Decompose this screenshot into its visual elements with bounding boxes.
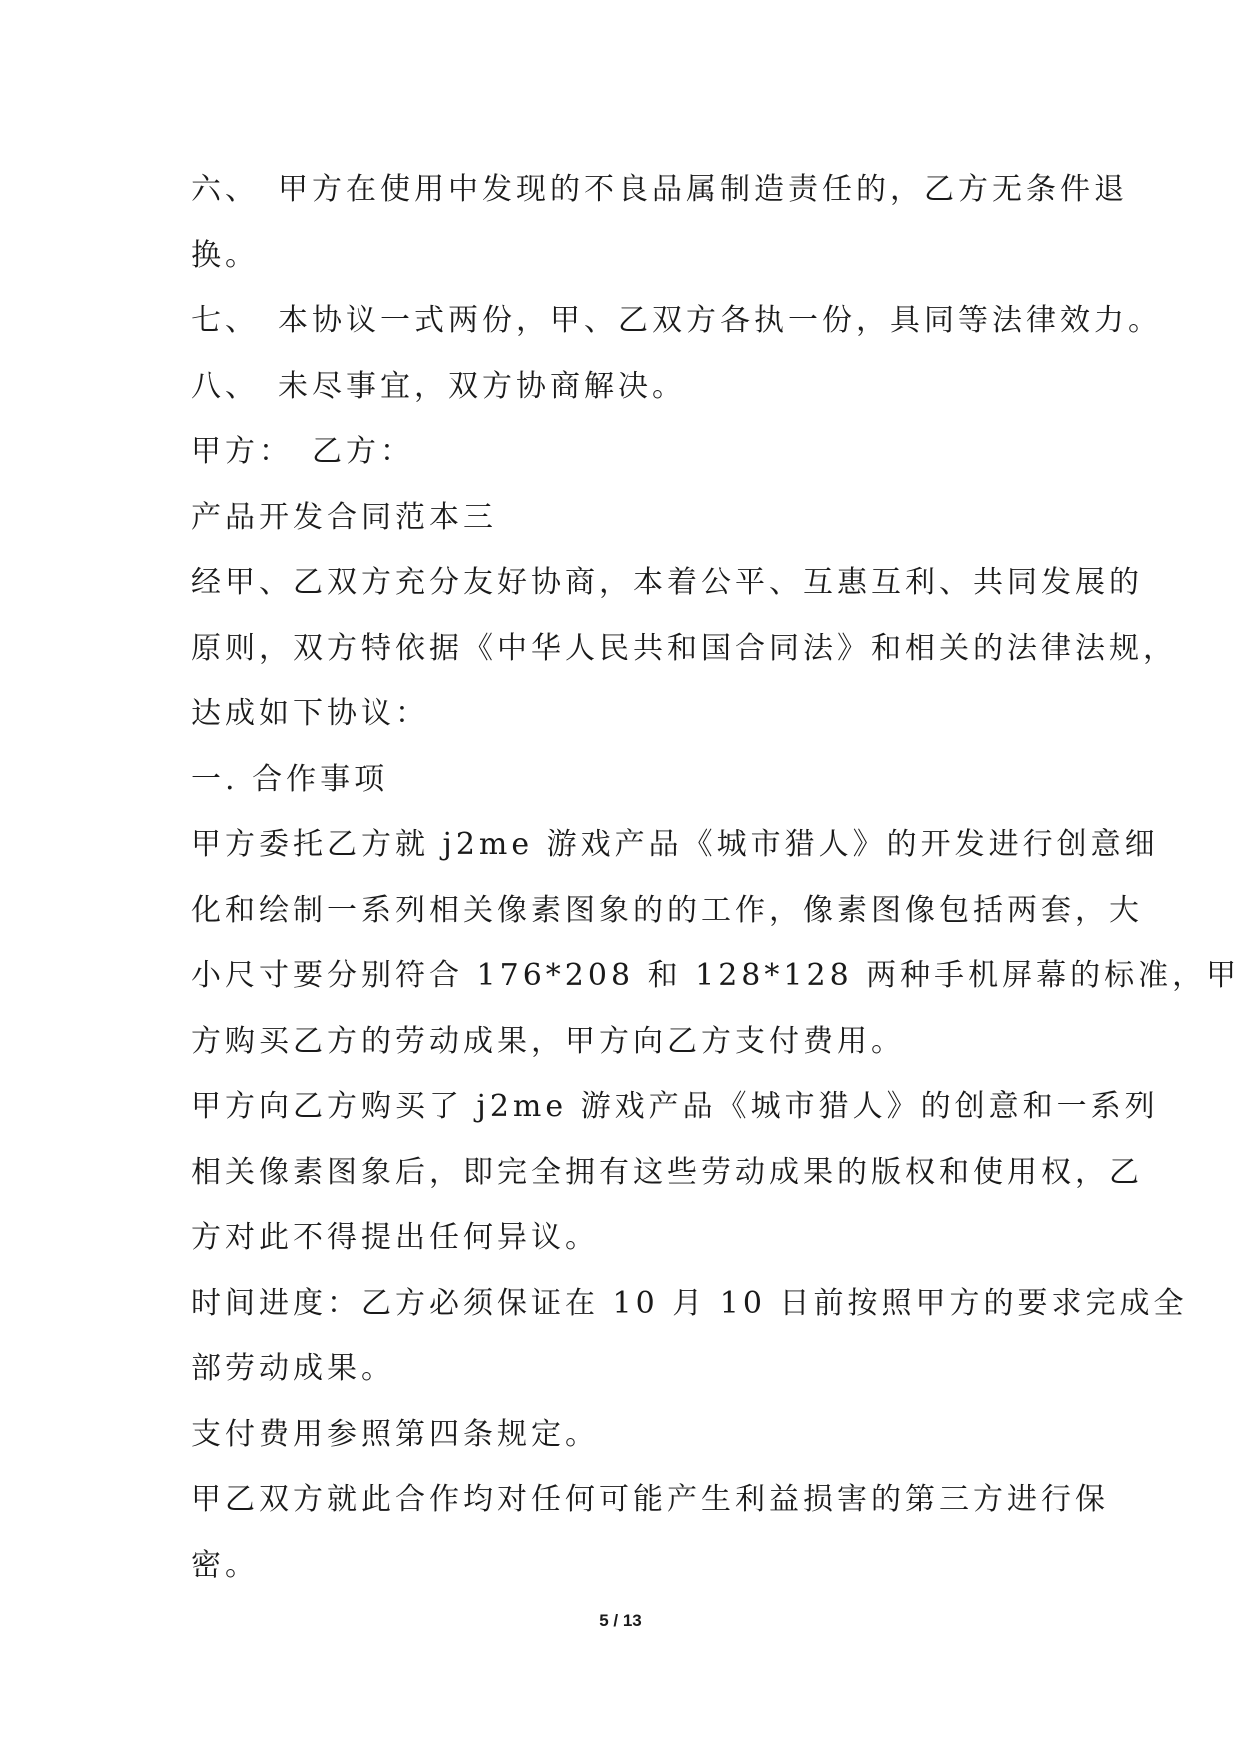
section-title [191, 485, 1071, 551]
signature-line [191, 419, 1071, 485]
text-line: 方购买乙方的劳动成果，甲方向乙方支付费用。 [191, 1023, 905, 1059]
clause-paragraph [191, 1074, 1159, 1271]
text-line: 方对此不得提出任何异议。 [191, 1220, 599, 1255]
text-line: 一. 合作事项 [191, 761, 389, 797]
text-line: 相关像素图象后，即完全拥有这些劳动成果的版权和使用权，乙 [191, 1154, 1143, 1190]
text-line: 时间进度：乙方必须保证在 10 月 10 日前按照甲方的要求完成全 [191, 1285, 1188, 1321]
text-line: 化和绘制一系列相关像素图象的的工作，像素图像包括两套，大 [191, 892, 1143, 928]
text-line: 达成如下协议： [191, 696, 429, 731]
text-line: 换。 [191, 237, 259, 273]
text-line: 甲方委托乙方就 j2me 游戏产品《城市猎人》的开发进行创意细 [191, 827, 1159, 862]
clause-heading [191, 747, 1071, 813]
text-line: 产品开发合同范本三 [191, 499, 497, 535]
text-line: 七、 本协议一式两份，甲、乙双方各执一份，具同等法律效力。 [191, 303, 1162, 338]
document-body [191, 157, 1241, 1598]
paragraph-7 [191, 288, 1162, 354]
text-line: 甲方向乙方购买了 j2me 游戏产品《城市猎人》的创意和一系列 [191, 1089, 1159, 1124]
text-line: 支付费用参照第四条规定。 [191, 1416, 599, 1452]
clause-paragraph [191, 1271, 1188, 1402]
text-line: 密。 [191, 1547, 259, 1583]
text-line: 原则，双方特依据《中华人民共和国合同法》和相关的法律法规， [191, 630, 1177, 666]
clause-paragraph [191, 1402, 1071, 1468]
text-line: 小尺寸要分别符合 176*208 和 128*128 两种手机屏幕的标准，甲 [191, 958, 1241, 993]
text-line: 部劳动成果。 [191, 1351, 395, 1386]
text-line: 甲乙双方就此合作均对任何可能产生利益损害的第三方进行保 [191, 1482, 1109, 1517]
text-line: 经甲、乙双方充分友好协商，本着公平、互惠互利、共同发展的 [191, 565, 1143, 600]
preamble-paragraph [191, 550, 1177, 747]
page-number: 5 / 13 [599, 1611, 642, 1630]
paragraph-8 [191, 354, 1071, 420]
paragraph-6 [191, 157, 1128, 288]
text-line: 甲方： 乙方： [191, 434, 414, 469]
text-line: 八、 未尽事宜，双方协商解决。 [191, 368, 686, 404]
text-line: 六、 甲方在使用中发现的不良品属制造责任的，乙方无条件退 [191, 172, 1128, 207]
clause-paragraph [191, 812, 1241, 1074]
clause-paragraph [191, 1467, 1109, 1598]
